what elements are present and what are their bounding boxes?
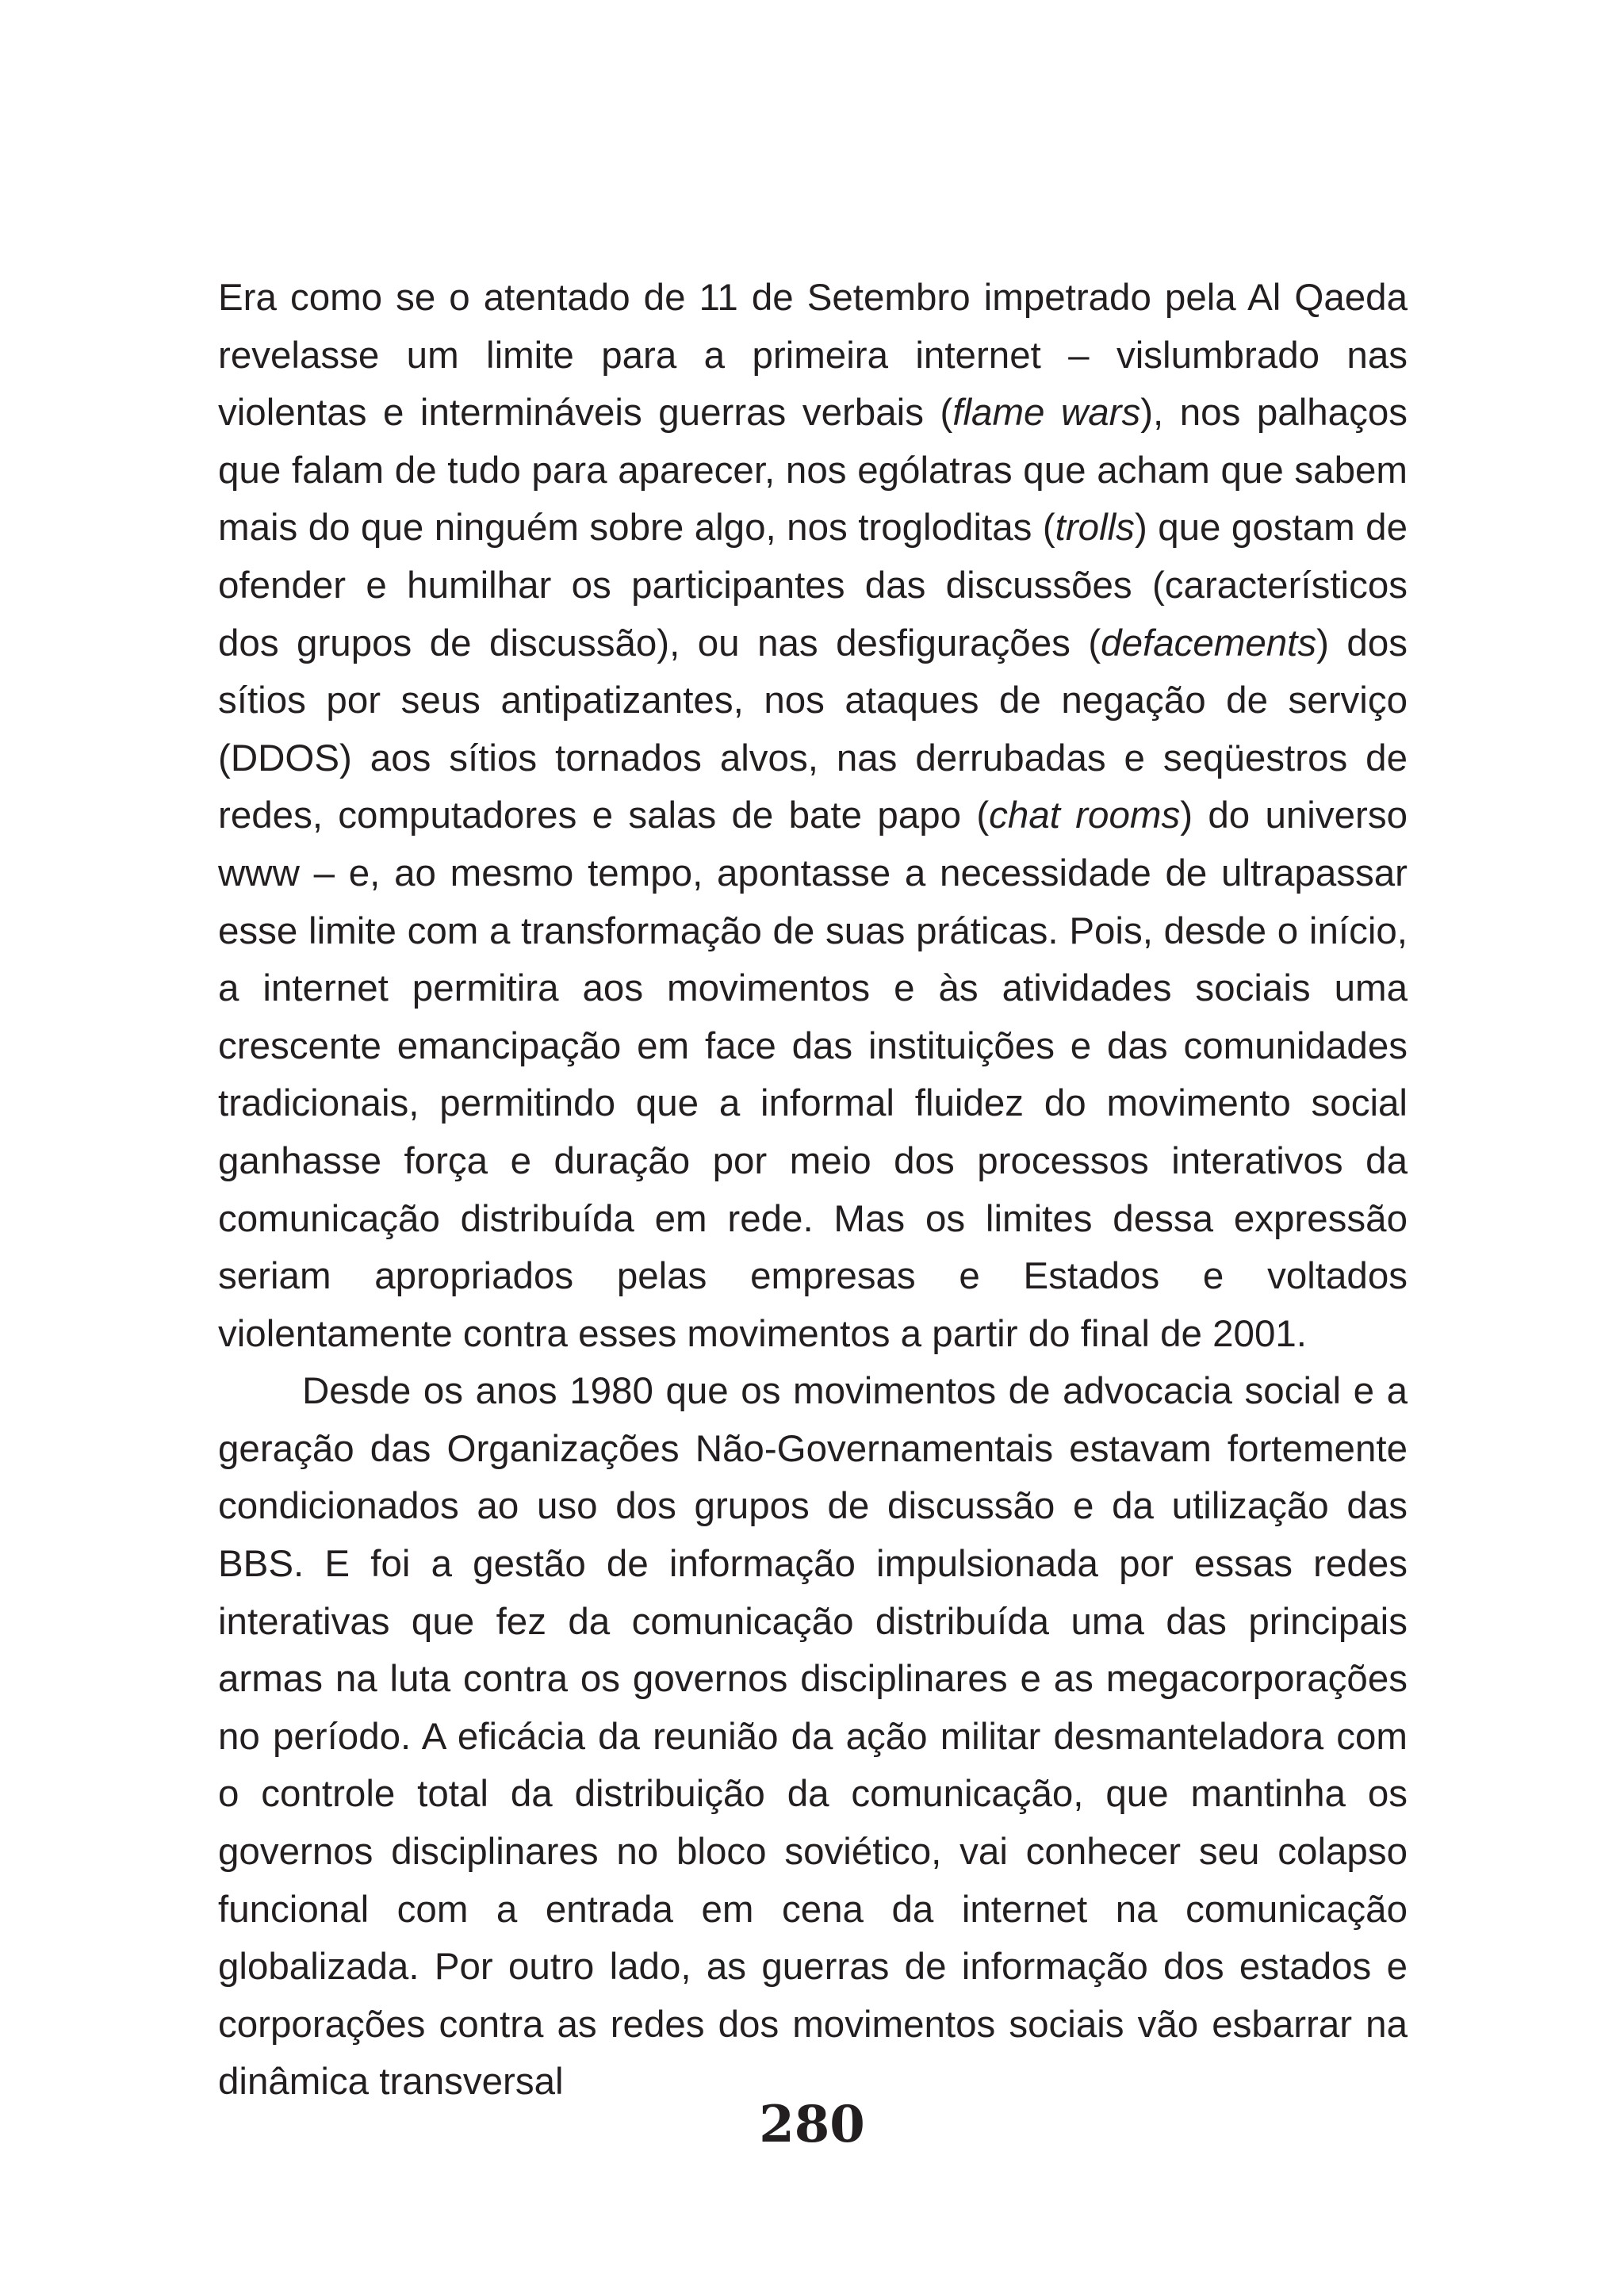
paragraph-1-text-a: Era como se o atentado de 11 de Setembro impetrado pela Al Qaeda revelasse um limite para a primeira internet – vislumbrado nas violentas e intermináveis guerras verbais ( [218,277,1408,435]
paragraph-1 [218,270,1408,1363]
paragraph-1-text-b: ), nos palhaços que falam de tudo para aparecer, nos ególatras que acham que sabem mais do que ninguém sobre algo, nos trogloditas ( [218,392,1408,549]
paragraph-1-text-d: ) dos sítios por seus antipatizantes, nos ataques de negação de serviço (DDOS) aos sítios tornados alvos, nas derrubadas e seqüestros de redes, computadores e salas de bate papo ( [218,622,1408,837]
term-flame-wars: flame wars [952,392,1141,435]
body-text [218,270,1408,2111]
page-number: 280 [759,2095,865,2154]
paragraph-1-text-c: ) que gostam de ofender e humilhar os participantes das discussões (característicos dos grupos de discussão), ou nas desfigurações ( [218,507,1408,664]
term-trolls: trolls [1055,507,1135,549]
paragraph-1-text-e: ) do universo www – e, ao mesmo tempo, apontasse a necessidade de ultrapassar esse limite com a transformação de suas práticas. Pois, desde o início, a internet permitira aos movimentos e às atividades sociais uma crescente emancipação em face das instituições e das comunidades tradicionais, permitindo que a informal fluidez do movimento social ganhasse força e duração por meio dos processos interativos da comunicação distribuída em rede. Mas os limites dessa expressão seriam apropriados pelas empresas e Estados e voltados violentamente contra esses movimentos a partir do final de 2001. [218,794,1408,1355]
paragraph-2: Desde os anos 1980 que os movimentos de advocacia social e a geração das Organizações Não-Governamentais estavam fortemente condicionados ao uso dos grupos de discussão e da utilização das BBS. E foi a gestão de informação impulsionada por essas redes interativas que fez da comunicação distribuída uma das principais armas na luta contra os governos disciplinares e as megacorporações no período. A eficácia da reunião da ação militar desmanteladora com o controle total da distribuição da comunicação, que mantinha os governos disciplinares no bloco soviético, vai conhecer seu colapso funcional com a entrada em cena da internet na comunicação globalizada. Por outro lado, as guerras de informação dos estados e corporações contra as redes dos movimentos sociais vão esbarrar na dinâmica transversal [218,1370,1408,2104]
term-defacements: defacements [1101,622,1317,664]
term-chat-rooms: chat rooms [989,794,1181,837]
